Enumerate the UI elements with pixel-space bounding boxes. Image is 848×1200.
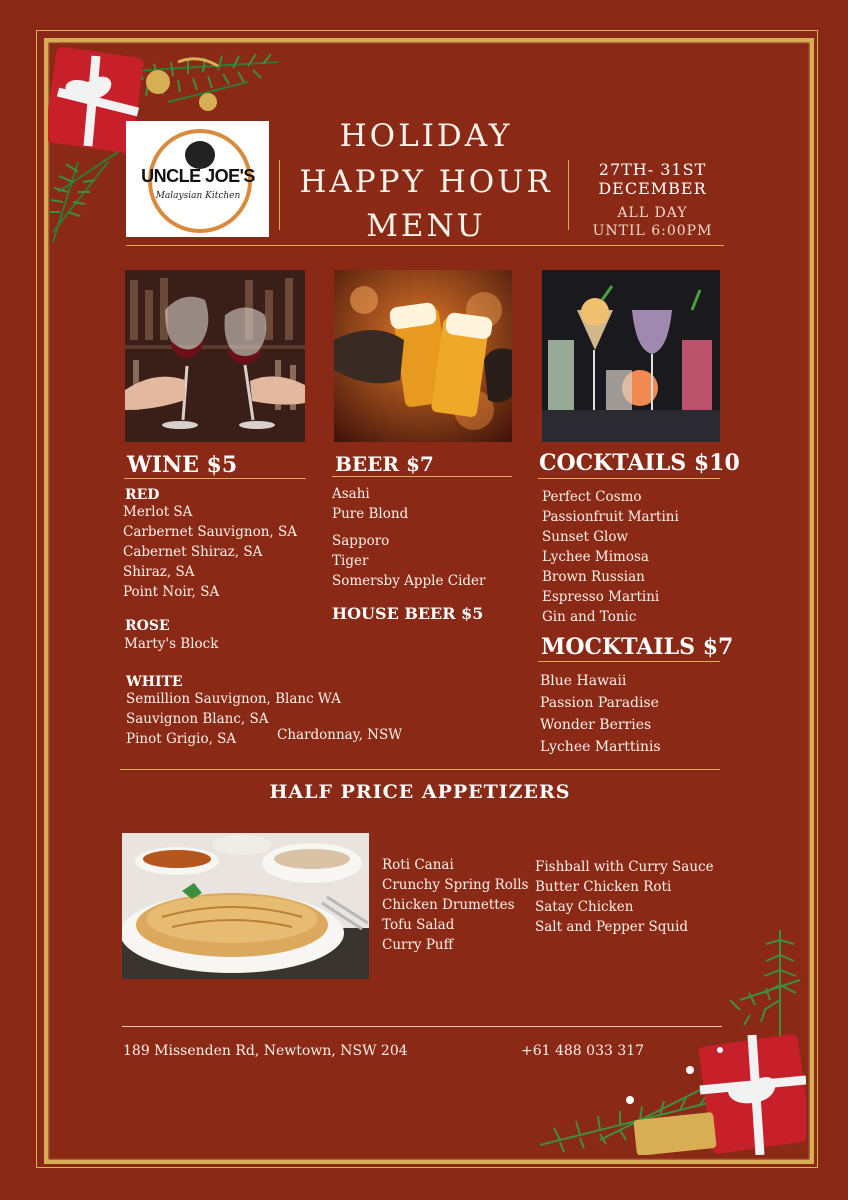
mocktails-heading-underline bbox=[538, 661, 720, 662]
list-item: Gin and Tonic bbox=[542, 609, 637, 625]
mocktails-heading: MOCKTAILS $7 bbox=[541, 634, 734, 660]
header-underline bbox=[126, 245, 724, 246]
list-item: Lychee Marttinis bbox=[540, 739, 661, 755]
list-item: Blue Hawaii bbox=[540, 673, 627, 689]
address: 189 Missenden Rd, Newtown, NSW 204 bbox=[123, 1043, 408, 1059]
list-item: Espresso Martini bbox=[542, 589, 660, 605]
list-item: Cabernet Shiraz, SA bbox=[123, 544, 263, 560]
wine-white-chardonnay: Chardonnay, NSW bbox=[277, 727, 403, 743]
drinks-divider bbox=[120, 769, 720, 770]
until-time-label: UNTIL 6:00PM bbox=[592, 223, 713, 239]
date-range: 27TH- 31ST bbox=[598, 160, 707, 179]
roti-canai-photo bbox=[122, 833, 369, 979]
wine-rose-list bbox=[124, 634, 218, 654]
list-item: Chicken Drumettes bbox=[382, 897, 515, 913]
wine-white-label: WHITE bbox=[126, 674, 183, 690]
uncle-joes-logo bbox=[126, 121, 269, 237]
cocktails-photo bbox=[542, 270, 720, 442]
wine-red-list bbox=[123, 502, 297, 602]
date-month: DECEMBER bbox=[598, 179, 707, 198]
list-item: Merlot SA bbox=[123, 504, 193, 520]
list-item: Tofu Salad bbox=[382, 917, 455, 933]
beer-heading-underline bbox=[332, 476, 512, 477]
list-item: Point Noir, SA bbox=[123, 584, 220, 600]
list-item: Carbernet Sauvignon, SA bbox=[123, 524, 297, 540]
phone-number: +61 488 033 317 bbox=[521, 1043, 645, 1059]
title-line-holiday: HOLIDAY bbox=[339, 118, 513, 154]
list-item: Roti Canai bbox=[382, 857, 454, 873]
beer-toast-photo bbox=[334, 270, 512, 442]
title-line-happy-hour: HAPPY HOUR bbox=[299, 164, 553, 200]
list-item: Satay Chicken bbox=[535, 899, 634, 915]
list-item: Salt and Pepper Squid bbox=[535, 919, 689, 935]
list-item: Sauvignon Blanc, SA bbox=[126, 711, 269, 727]
list-item: Pure Blond bbox=[332, 506, 409, 522]
list-item: Marty's Block bbox=[124, 636, 219, 652]
beer-list-b bbox=[332, 531, 485, 591]
list-item: Curry Puff bbox=[382, 937, 454, 953]
wine-glasses-photo bbox=[125, 270, 305, 442]
list-item: Crunchy Spring Rolls bbox=[382, 877, 529, 893]
footer-divider bbox=[122, 1026, 722, 1027]
list-item: Wonder Berries bbox=[540, 717, 652, 733]
wine-rose-label: ROSE bbox=[125, 618, 170, 634]
wine-heading-underline bbox=[124, 478, 306, 479]
list-item: Shiraz, SA bbox=[123, 564, 195, 580]
list-item: Lychee Mimosa bbox=[542, 549, 649, 565]
list-item: Sapporo bbox=[332, 533, 390, 549]
cocktails-heading-underline bbox=[538, 478, 720, 479]
cocktails-heading: COCKTAILS $10 bbox=[539, 450, 740, 476]
mocktails-list bbox=[540, 670, 661, 758]
list-item: Passion Paradise bbox=[540, 695, 659, 711]
list-item: Fishball with Curry Sauce bbox=[535, 859, 714, 875]
appetizers-list-2 bbox=[535, 857, 714, 937]
beer-list-a bbox=[332, 484, 408, 524]
list-item: Perfect Cosmo bbox=[542, 489, 642, 505]
chef-face-icon bbox=[185, 141, 215, 169]
all-day-label: ALL DAY bbox=[617, 205, 688, 221]
appetizers-list-1 bbox=[382, 855, 529, 955]
logo-name: UNCLE JOE'S bbox=[141, 166, 255, 186]
beer-heading: BEER $7 bbox=[335, 452, 434, 476]
title-line-menu: MENU bbox=[366, 208, 486, 244]
wine-heading: WINE $5 bbox=[127, 452, 238, 478]
house-beer-heading: HOUSE BEER $5 bbox=[332, 604, 484, 623]
list-item: Somersby Apple Cider bbox=[332, 573, 486, 589]
list-item: Brown Russian bbox=[542, 569, 645, 585]
header-divider-left bbox=[279, 160, 280, 230]
wine-red-label: RED bbox=[125, 487, 160, 503]
list-item: Tiger bbox=[332, 553, 369, 569]
list-item: Pinot Grigio, SA bbox=[126, 731, 237, 747]
list-item: Sunset Glow bbox=[542, 529, 629, 545]
appetizers-heading: HALF PRICE APPETIZERS bbox=[269, 781, 571, 803]
cocktails-list bbox=[542, 487, 679, 627]
list-item: Passionfruit Martini bbox=[542, 509, 679, 525]
list-item: Butter Chicken Roti bbox=[535, 879, 672, 895]
logo-subtitle: Malaysian Kitchen bbox=[155, 191, 241, 201]
header-divider-right bbox=[568, 160, 569, 230]
christmas-decoration-bottom-right bbox=[540, 920, 806, 1155]
list-item: Semillion Sauvignon, Blanc WA bbox=[126, 691, 341, 707]
list-item: Asahi bbox=[332, 486, 370, 502]
